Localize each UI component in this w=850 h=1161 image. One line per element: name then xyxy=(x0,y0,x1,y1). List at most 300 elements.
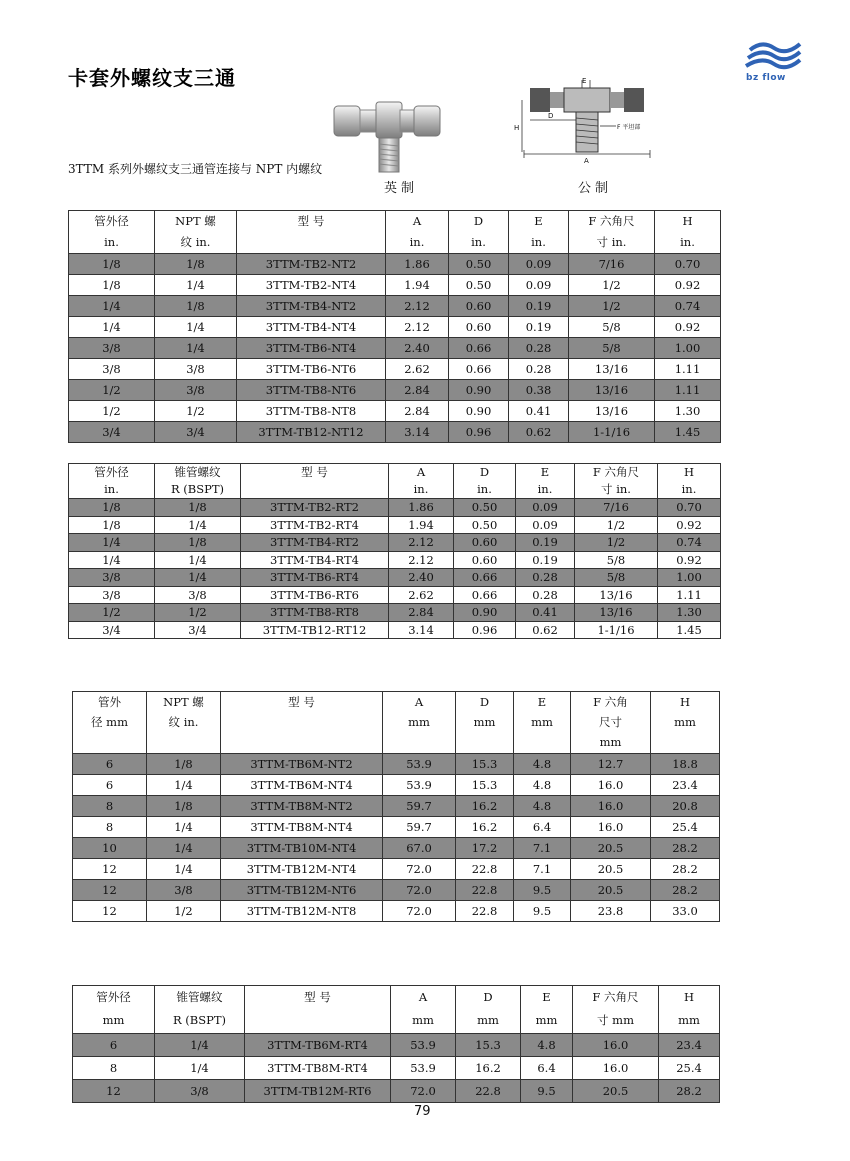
table-cell: 1/8 xyxy=(69,275,155,296)
table-cell: 28.2 xyxy=(651,838,720,859)
header-cell xyxy=(391,986,456,1034)
table-cell: 28.2 xyxy=(651,859,720,880)
table-cell: 0.62 xyxy=(509,422,569,443)
header-line: 锥管螺纹 xyxy=(176,990,223,1004)
table-cell: 0.66 xyxy=(454,586,516,604)
header-line: D xyxy=(483,990,493,1004)
table-cell: 1/2 xyxy=(69,380,155,401)
table-cell: 1/8 xyxy=(69,254,155,275)
table-cell: 3TTM-TB6M-NT4 xyxy=(221,775,383,796)
table-cell: 1.45 xyxy=(658,621,721,639)
table-cell: 1.11 xyxy=(655,359,721,380)
table-cell: 4.8 xyxy=(521,1034,573,1057)
table-cell: 10 xyxy=(73,838,147,859)
table-cell: 1/8 xyxy=(155,296,237,317)
header-line: A xyxy=(412,214,422,228)
page-number: 79 xyxy=(414,1104,431,1119)
header-cell xyxy=(73,986,155,1034)
header-cell xyxy=(69,464,155,499)
table-cell: 3TTM-TB2-RT2 xyxy=(241,499,389,517)
table-cell: 3TTM-TB8M-RT4 xyxy=(245,1057,391,1080)
table-row xyxy=(69,499,721,517)
header-line: 寸 in. xyxy=(596,235,627,249)
table-cell: 1.30 xyxy=(658,604,721,622)
table-cell: 16.2 xyxy=(456,817,514,838)
table-cell: 0.28 xyxy=(509,338,569,359)
header-line xyxy=(460,732,509,752)
header-cell xyxy=(155,211,237,254)
header-cell xyxy=(569,211,655,254)
header-line: in. xyxy=(471,235,486,249)
table-row xyxy=(73,796,720,817)
header-line xyxy=(655,732,715,752)
metric-bspt-table xyxy=(72,985,720,1103)
table-cell: 22.8 xyxy=(456,901,514,922)
table-cell: 0.19 xyxy=(509,296,569,317)
caption-imperial: 英制 xyxy=(384,181,419,196)
table-cell: 23.4 xyxy=(659,1034,720,1057)
header-line: mm xyxy=(473,715,496,729)
table-cell: 3TTM-TB6-RT6 xyxy=(241,586,389,604)
table-cell: 22.8 xyxy=(456,859,514,880)
table-cell: 0.50 xyxy=(449,254,509,275)
table-cell: 1/2 xyxy=(575,516,658,534)
table-cell: 15.3 xyxy=(456,775,514,796)
table-row xyxy=(69,359,721,380)
table-cell: 1/2 xyxy=(69,604,155,622)
header-line: mm xyxy=(535,1013,558,1027)
tee-fitting-photo-icon xyxy=(332,98,442,174)
table-cell: 3/8 xyxy=(155,359,237,380)
table-row xyxy=(73,1057,720,1080)
table-cell: 16.0 xyxy=(573,1057,659,1080)
table-cell: 9.5 xyxy=(514,880,571,901)
table-cell: 1.00 xyxy=(658,569,721,587)
table-row xyxy=(73,880,720,901)
table-cell: 3/4 xyxy=(155,621,241,639)
table-row xyxy=(69,296,721,317)
table-cell: 1/4 xyxy=(69,296,155,317)
table-cell: 0.92 xyxy=(658,551,721,569)
table-cell: 2.12 xyxy=(389,534,454,552)
table-cell: 33.0 xyxy=(651,901,720,922)
header-line xyxy=(518,732,566,752)
table-cell: 0.60 xyxy=(449,296,509,317)
table-cell: 16.0 xyxy=(571,775,651,796)
table-cell: 2.84 xyxy=(386,401,449,422)
table-cell: 0.92 xyxy=(655,317,721,338)
table-cell: 0.96 xyxy=(454,621,516,639)
table-cell: 16.2 xyxy=(456,1057,521,1080)
table-cell: 3TTM-TB2-NT4 xyxy=(237,275,386,296)
table-cell: 0.92 xyxy=(658,516,721,534)
table-row xyxy=(69,254,721,275)
table-row xyxy=(69,516,721,534)
metric-npt-table xyxy=(72,691,720,922)
table-cell: 3TTM-TB12M-NT8 xyxy=(221,901,383,922)
table-cell: 20.5 xyxy=(573,1080,659,1103)
table-cell: 12.7 xyxy=(571,754,651,775)
table-cell: 2.84 xyxy=(386,380,449,401)
table-cell: 12 xyxy=(73,901,147,922)
table-row xyxy=(69,621,721,639)
header-line: D xyxy=(479,465,490,479)
table-cell: 1.94 xyxy=(389,516,454,534)
table-cell: 1/4 xyxy=(69,551,155,569)
table-cell: 1.94 xyxy=(386,275,449,296)
table-cell: 1/2 xyxy=(569,296,655,317)
table-cell: 0.50 xyxy=(449,275,509,296)
header-cell xyxy=(155,464,241,499)
table-cell: 0.09 xyxy=(516,516,575,534)
header-cell xyxy=(241,464,389,499)
table-cell: 0.09 xyxy=(516,499,575,517)
diagram-label-e: E xyxy=(582,77,587,85)
table-cell: 13/16 xyxy=(569,380,655,401)
table-cell: 1/8 xyxy=(155,534,241,552)
table-cell: 5/8 xyxy=(569,338,655,359)
header-line: E xyxy=(537,695,547,709)
table-cell: 0.60 xyxy=(449,317,509,338)
table-cell: 1.11 xyxy=(655,380,721,401)
header-line: mm xyxy=(477,1013,499,1027)
table-cell: 0.50 xyxy=(454,516,516,534)
table-cell: 0.90 xyxy=(454,604,516,622)
table-cell: 23.4 xyxy=(651,775,720,796)
header-line xyxy=(249,1009,386,1032)
header-line: mm xyxy=(599,735,622,749)
table-row xyxy=(73,1080,720,1103)
table-cell: 1.30 xyxy=(655,401,721,422)
header-line: mm xyxy=(412,1013,434,1027)
table-cell: 4.8 xyxy=(514,775,571,796)
table-row xyxy=(69,338,721,359)
header-line: 寸 in. xyxy=(601,482,631,496)
table-cell: 0.28 xyxy=(516,569,575,587)
table-cell: 6 xyxy=(73,754,147,775)
table-cell: 0.74 xyxy=(658,534,721,552)
header-line: in. xyxy=(681,482,697,496)
table-cell: 0.70 xyxy=(655,254,721,275)
table-cell: 20.5 xyxy=(571,880,651,901)
header-line: H xyxy=(679,695,691,709)
table-row xyxy=(69,586,721,604)
header-line: A xyxy=(414,695,424,709)
header-line xyxy=(245,481,384,498)
diagram-label-f: F 平坦部 xyxy=(617,124,641,131)
header-line xyxy=(77,732,142,752)
table-cell: 2.84 xyxy=(389,604,454,622)
table-row xyxy=(73,838,720,859)
table-cell: 25.4 xyxy=(651,817,720,838)
table-cell: 5/8 xyxy=(575,551,658,569)
table-row xyxy=(69,422,721,443)
table-cell: 0.92 xyxy=(655,275,721,296)
header-cell xyxy=(456,986,521,1034)
header-line: in. xyxy=(477,482,492,496)
table-cell: 72.0 xyxy=(391,1080,456,1103)
table-cell: 72.0 xyxy=(383,880,456,901)
table-cell: 1/4 xyxy=(155,1057,245,1080)
header-cell xyxy=(69,211,155,254)
table-cell: 72.0 xyxy=(383,901,456,922)
table-cell: 6 xyxy=(73,1034,155,1057)
table-cell: 1/2 xyxy=(155,401,237,422)
table-cell: 1/8 xyxy=(69,516,155,534)
table-cell: 4.8 xyxy=(514,796,571,817)
table-cell: 0.19 xyxy=(516,534,575,552)
header-cell xyxy=(449,211,509,254)
table-cell: 3TTM-TB6-RT4 xyxy=(241,569,389,587)
header-line: mm xyxy=(678,1013,700,1027)
table-cell: 59.7 xyxy=(383,796,456,817)
header-line xyxy=(387,732,451,752)
table-cell: 8 xyxy=(73,1057,155,1080)
table-row xyxy=(73,754,720,775)
header-line: H xyxy=(683,465,695,479)
table-cell: 7/16 xyxy=(575,499,658,517)
table-cell: 0.62 xyxy=(516,621,575,639)
header-line: A xyxy=(416,465,426,479)
table-cell: 15.3 xyxy=(456,754,514,775)
header-line: F 六角 xyxy=(593,695,628,709)
header-line: 纹 in. xyxy=(168,715,199,729)
header-line: F 六角尺 xyxy=(592,465,640,479)
header-cell xyxy=(514,692,571,754)
header-cell xyxy=(516,464,575,499)
header-line: in. xyxy=(537,482,553,496)
table-cell: 18.8 xyxy=(651,754,720,775)
header-line: 型 号 xyxy=(297,214,325,228)
header-line: A xyxy=(418,990,428,1004)
table-cell: 3TTM-TB12M-NT4 xyxy=(221,859,383,880)
table-cell: 3TTM-TB6-NT6 xyxy=(237,359,386,380)
table-cell: 0.09 xyxy=(509,275,569,296)
table-cell: 13/16 xyxy=(569,401,655,422)
table-cell: 1/4 xyxy=(155,516,241,534)
header-cell xyxy=(155,986,245,1034)
table-header-row xyxy=(73,692,720,754)
table-cell: 2.12 xyxy=(389,551,454,569)
table-cell: 28.2 xyxy=(651,880,720,901)
header-cell xyxy=(237,211,386,254)
table-cell: 3TTM-TB4-NT2 xyxy=(237,296,386,317)
header-line: NPT 螺 xyxy=(163,695,204,709)
table-cell: 3TTM-TB8-NT6 xyxy=(237,380,386,401)
table-row xyxy=(69,569,721,587)
table-cell: 0.41 xyxy=(509,401,569,422)
table-cell: 3TTM-TB6M-RT4 xyxy=(245,1034,391,1057)
header-line: in. xyxy=(104,482,119,496)
table-cell: 17.2 xyxy=(456,838,514,859)
header-line: 径 mm xyxy=(91,715,128,729)
table-cell: 3TTM-TB8M-NT2 xyxy=(221,796,383,817)
page-title: 卡套外螺纹支三通 xyxy=(68,66,236,90)
table-cell: 1/4 xyxy=(147,838,221,859)
table-cell: 0.41 xyxy=(516,604,575,622)
table-cell: 7.1 xyxy=(514,838,571,859)
table-cell: 0.96 xyxy=(449,422,509,443)
table-cell: 3TTM-TB4-NT4 xyxy=(237,317,386,338)
header-line xyxy=(151,732,216,752)
header-cell xyxy=(571,692,651,754)
diagram-label-a: A xyxy=(584,157,589,165)
header-cell xyxy=(147,692,221,754)
table-cell: 3.14 xyxy=(389,621,454,639)
header-line: 尺寸 xyxy=(599,715,622,729)
header-line: 型 号 xyxy=(304,990,331,1004)
series-description: 3TTM 系列外螺纹支三通管连接与 NPT 内螺纹 xyxy=(68,162,323,176)
table-cell: 2.62 xyxy=(389,586,454,604)
header-cell xyxy=(658,464,721,499)
header-line: NPT 螺 xyxy=(175,214,216,228)
table-cell: 0.90 xyxy=(449,380,509,401)
table-cell: 0.90 xyxy=(449,401,509,422)
table-row xyxy=(69,551,721,569)
table-cell: 16.0 xyxy=(573,1034,659,1057)
table-cell: 13/16 xyxy=(575,586,658,604)
header-cell xyxy=(245,986,391,1034)
table-cell: 53.9 xyxy=(383,775,456,796)
table-cell: 13/16 xyxy=(569,359,655,380)
table-cell: 3/8 xyxy=(69,569,155,587)
header-cell xyxy=(386,211,449,254)
table-cell: 7.1 xyxy=(514,859,571,880)
tee-dimension-diagram xyxy=(512,74,662,166)
table-cell: 25.4 xyxy=(659,1057,720,1080)
table-cell: 3TTM-TB6M-NT2 xyxy=(221,754,383,775)
table-cell: 2.40 xyxy=(386,338,449,359)
header-line: 管外径 xyxy=(94,214,129,228)
table-cell: 1/4 xyxy=(155,317,237,338)
table-cell: 1.00 xyxy=(655,338,721,359)
header-line: H xyxy=(683,990,695,1004)
table-cell: 16.2 xyxy=(456,796,514,817)
table-cell: 3/4 xyxy=(69,422,155,443)
header-cell xyxy=(456,692,514,754)
table-cell: 9.5 xyxy=(514,901,571,922)
table-cell: 53.9 xyxy=(391,1034,456,1057)
table-cell: 6.4 xyxy=(521,1057,573,1080)
table-row xyxy=(73,901,720,922)
header-cell xyxy=(454,464,516,499)
table-header-row xyxy=(69,211,721,254)
table-cell: 1/2 xyxy=(155,604,241,622)
header-line: 管外径 xyxy=(94,465,129,479)
table-cell: 20.5 xyxy=(571,838,651,859)
table-cell: 1/2 xyxy=(69,401,155,422)
table-cell: 1/4 xyxy=(155,551,241,569)
header-line: 纹 in. xyxy=(180,235,211,249)
imperial-npt-table xyxy=(68,210,721,443)
table-cell: 3TTM-TB2-RT4 xyxy=(241,516,389,534)
table-cell: 16.0 xyxy=(571,796,651,817)
header-line: R (BSPT) xyxy=(172,1013,227,1027)
table-cell: 1-1/16 xyxy=(575,621,658,639)
header-line: 管外 xyxy=(98,695,121,709)
table-cell: 1/8 xyxy=(147,754,221,775)
logo-text: bz flow xyxy=(746,73,786,83)
table-cell: 3TTM-TB12M-RT6 xyxy=(245,1080,391,1103)
table-cell: 3/8 xyxy=(155,380,237,401)
table-cell: 2.12 xyxy=(386,317,449,338)
imperial-bspt-table xyxy=(68,463,721,639)
header-line: mm xyxy=(674,715,696,729)
table-cell: 1/4 xyxy=(147,817,221,838)
header-line: in. xyxy=(104,235,119,249)
table-cell: 3/8 xyxy=(147,880,221,901)
table-cell: 3TTM-TB4-RT2 xyxy=(241,534,389,552)
table-row xyxy=(73,859,720,880)
header-cell xyxy=(509,211,569,254)
table-cell: 3/4 xyxy=(69,621,155,639)
table-row xyxy=(69,380,721,401)
table-cell: 0.60 xyxy=(454,551,516,569)
table-row xyxy=(69,275,721,296)
table-cell: 0.60 xyxy=(454,534,516,552)
header-cell xyxy=(573,986,659,1034)
table-cell: 1/8 xyxy=(155,499,241,517)
header-line: mm xyxy=(531,715,553,729)
header-line: in. xyxy=(531,235,546,249)
header-line: 锥管螺纹 xyxy=(174,465,221,479)
header-cell xyxy=(73,692,147,754)
header-line: E xyxy=(540,465,550,479)
table-cell: 1/4 xyxy=(147,859,221,880)
table-cell: 1/4 xyxy=(155,1034,245,1057)
header-line xyxy=(225,732,378,752)
table-cell: 1.11 xyxy=(658,586,721,604)
header-line: 型 号 xyxy=(301,465,328,479)
table-cell: 9.5 xyxy=(521,1080,573,1103)
header-line: F 六角尺 xyxy=(592,990,639,1004)
table-cell: 67.0 xyxy=(383,838,456,859)
header-line: mm xyxy=(102,1013,125,1027)
table-row xyxy=(69,534,721,552)
table-cell: 0.28 xyxy=(516,586,575,604)
header-line: mm xyxy=(408,715,430,729)
table-cell: 0.19 xyxy=(516,551,575,569)
table-cell: 1/4 xyxy=(69,534,155,552)
header-line xyxy=(241,232,381,253)
table-cell: 13/16 xyxy=(575,604,658,622)
table-cell: 22.8 xyxy=(456,1080,521,1103)
table-cell: 20.8 xyxy=(651,796,720,817)
table-cell: 1/2 xyxy=(569,275,655,296)
table-cell: 0.19 xyxy=(509,317,569,338)
table-cell: 0.38 xyxy=(509,380,569,401)
header-cell xyxy=(651,692,720,754)
table-cell: 3/8 xyxy=(155,1080,245,1103)
diagram-label-d: D xyxy=(548,112,554,120)
table-cell: 0.28 xyxy=(509,359,569,380)
table-cell: 5/8 xyxy=(569,317,655,338)
table-cell: 4.8 xyxy=(514,754,571,775)
table-cell: 16.0 xyxy=(571,817,651,838)
table-cell: 22.8 xyxy=(456,880,514,901)
table-cell: 3TTM-TB8M-NT4 xyxy=(221,817,383,838)
table-cell: 0.70 xyxy=(658,499,721,517)
table-cell: 1/4 xyxy=(69,317,155,338)
table-cell: 7/16 xyxy=(569,254,655,275)
header-line: in. xyxy=(680,235,695,249)
header-line: D xyxy=(479,695,490,709)
table-cell: 1/8 xyxy=(69,499,155,517)
table-cell: 1/4 xyxy=(147,775,221,796)
table-row xyxy=(69,604,721,622)
table-cell: 72.0 xyxy=(383,859,456,880)
header-line: 型 号 xyxy=(288,695,315,709)
